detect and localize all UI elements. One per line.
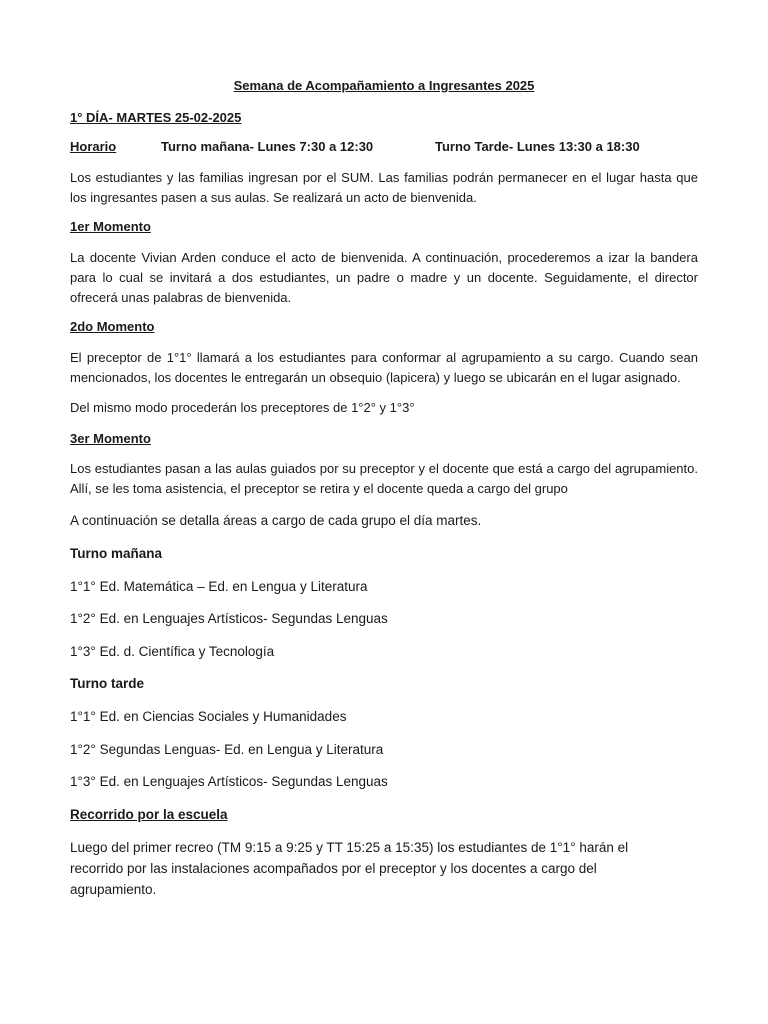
morning-shift-heading: Turno mañana — [70, 546, 163, 561]
moment3-heading: 3er Momento — [70, 431, 151, 446]
morning-shift-item: 1°1° Ed. Matemática – Ed. en Lengua y Literatura — [70, 579, 368, 594]
moment1-heading: 1er Momento — [70, 219, 151, 234]
moment2-paragraph: El preceptor de 1°1° llamará a los estudiantes para conformar al agrupamiento a su cargo. Cuando sean mencionados, los docentes le entregarán un obsequio (lapicera) y luego se ubicarán en el lugar asignado. — [70, 350, 698, 385]
tour-heading: Recorrido por la escuela — [70, 807, 228, 822]
afternoon-schedule: Turno Tarde- Lunes 13:30 a 18:30 — [435, 139, 640, 154]
moment1-paragraph: La docente Vivian Arden conduce el acto de bienvenida. A continuación, procederemos a izar la bandera para lo cual se invitará a dos estudiantes, un padre o madre y un docente. Seguidamente, el director ofrecerá unas palabras de bienvenida. — [70, 250, 698, 305]
afternoon-shift-item: 1°2° Segundas Lenguas- Ed. en Lengua y Literatura — [70, 742, 384, 757]
areas-intro: A continuación se detalla áreas a cargo de cada grupo el día martes. — [70, 513, 482, 528]
afternoon-shift-item: 1°3° Ed. en Lenguajes Artísticos- Segundas Lenguas — [70, 774, 388, 789]
day-heading: 1° DÍA- MARTES 25-02-2025 — [70, 110, 242, 125]
document-title: Semana de Acompañamiento a Ingresantes 2025 — [233, 78, 535, 93]
tour-paragraph: Luego del primer recreo (TM 9:15 a 9:25 y TT 15:25 a 15:35) los estudiantes de 1°1° harán el recorrido por las instalaciones acompañados por el preceptor y los docentes a cargo del agrupamiento. — [70, 840, 629, 897]
morning-shift-item: 1°2° Ed. en Lenguajes Artísticos- Segundas Lenguas — [70, 611, 388, 626]
moment2-heading: 2do Momento — [70, 319, 155, 334]
morning-schedule: Turno mañana- Lunes 7:30 a 12:30 — [161, 139, 374, 154]
schedule-label: Horario — [70, 139, 117, 154]
afternoon-shift-heading: Turno tarde — [70, 676, 144, 691]
moment3-paragraph: Los estudiantes pasan a las aulas guiados por su preceptor y el docente que está a cargo del agrupamiento. Allí, se les toma asistencia, el preceptor se retira y el docente queda a cargo del grupo — [70, 461, 698, 496]
afternoon-shift-item: 1°1° Ed. en Ciencias Sociales y Humanidades — [70, 709, 347, 724]
intro-paragraph: Los estudiantes y las familias ingresan por el SUM. Las familias podrán permanecer en el lugar hasta que los ingresantes pasen a sus aulas. Se realizará un acto de bienvenida. — [70, 170, 698, 205]
moment2-paragraph-2: Del mismo modo procederán los preceptores de 1°2° y 1°3° — [70, 400, 415, 415]
morning-shift-item: 1°3° Ed. d. Científica y Tecnología — [70, 644, 275, 659]
